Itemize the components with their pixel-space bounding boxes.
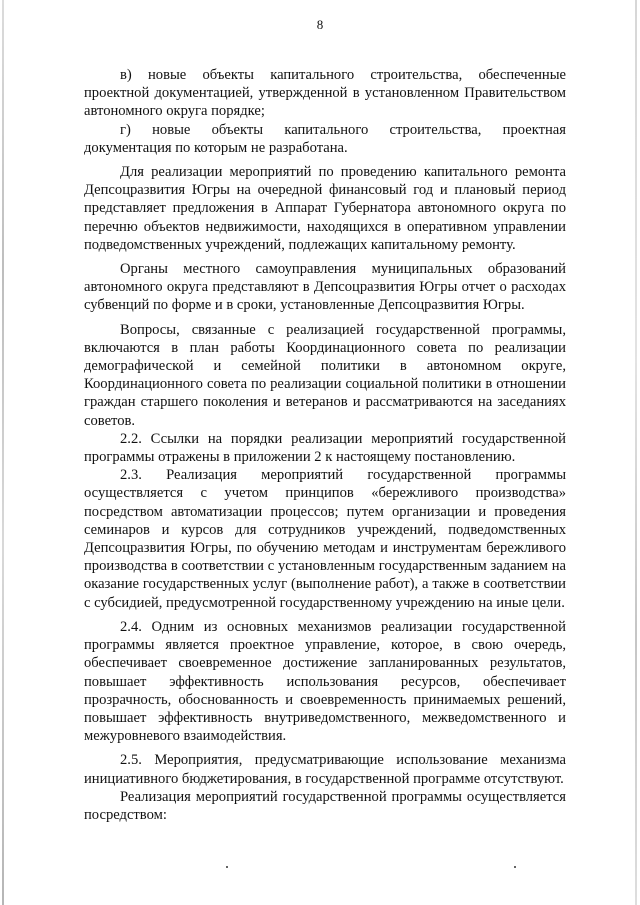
paragraph-item-g: г) новые объекты капитального строительства, проектная документация по которым не разработана. (84, 121, 566, 156)
scan-edge-right (635, 0, 637, 905)
page-number: 8 (316, 17, 324, 32)
scan-edge-left (2, 0, 4, 905)
scan-speck (514, 866, 516, 868)
document-body (84, 66, 566, 824)
paragraph-item-v: в) новые объекты капитального строительства, обеспеченные проектной документацией, утвержденной в установленном Правительством автономного округа порядке; (84, 67, 566, 120)
paragraph-2-2: 2.2. Ссылки на порядки реализации мероприятий государственной программы отражены в приложении 2 к настоящему постановлению. (84, 430, 566, 466)
paragraph-coordination-council: Вопросы, связанные с реализацией государственной программы, включаются в план работы Координационного совета по реализации демографической и семейной политики в автономном округе, Координационного совета по реализации социальной политики в отношении граждан старшего поколения и ветеранов и рассматриваются на заседаниях советов. (84, 321, 566, 429)
paragraph-implementation: Реализация мероприятий государственной программы осуществляется посредством: (84, 788, 566, 823)
paragraph-capital-repair: Для реализации мероприятий по проведению капитального ремонта Депсоцразвития Югры на очередной финансовый год и плановый период представляет предложения в Аппарат Губернатора автономного округа по перечню объектов недвижимости, находящихся в оперативном управлении подведомственных учреждений, подлежащих капитальному ремонту. (84, 164, 566, 253)
paragraph-2-4: 2.4. Одним из основных механизмов реализации государственной программы является проектное управление, которое, в свою очередь, обеспечивает своевременное достижение запланированных результатов, повышает эффективность использования ресурсов, обеспечивает прозрачность, обоснованность и своевременность принимаемых решений, повышает эффективность внутриведомственного, межведомственного и межуровневого взаимодействия. (84, 618, 566, 745)
paragraph-local-government: Органы местного самоуправления муниципальных образований автономного округа представляют в Депсоцразвития Югры отчет о расходах субвенций по форме и в сроки, установленные Депсоцразвития Югры. (84, 261, 566, 314)
paragraph-2-3: 2.3. Реализация мероприятий государственной программы осуществляется с учетом принципов «бережливого производства» посредством автоматизации процессов; путем организации и проведения семинаров и курсов для сотрудников учреждений, подведомственных Депсоцразвития Югры, по обучению методам и инструментам бережливого производства в соответствии с установленным государственным заданием на оказание государственных услуг (выполнение работ), а также в соответствии с субсидией, предусмотренной государственному учреждению на иные цели. (84, 467, 566, 611)
scan-speck (226, 866, 228, 868)
paragraph-2-5: 2.5. Мероприятия, предусматривающие использование механизма инициативного бюджетирования, в государственной программе отсутствуют. (84, 752, 566, 787)
